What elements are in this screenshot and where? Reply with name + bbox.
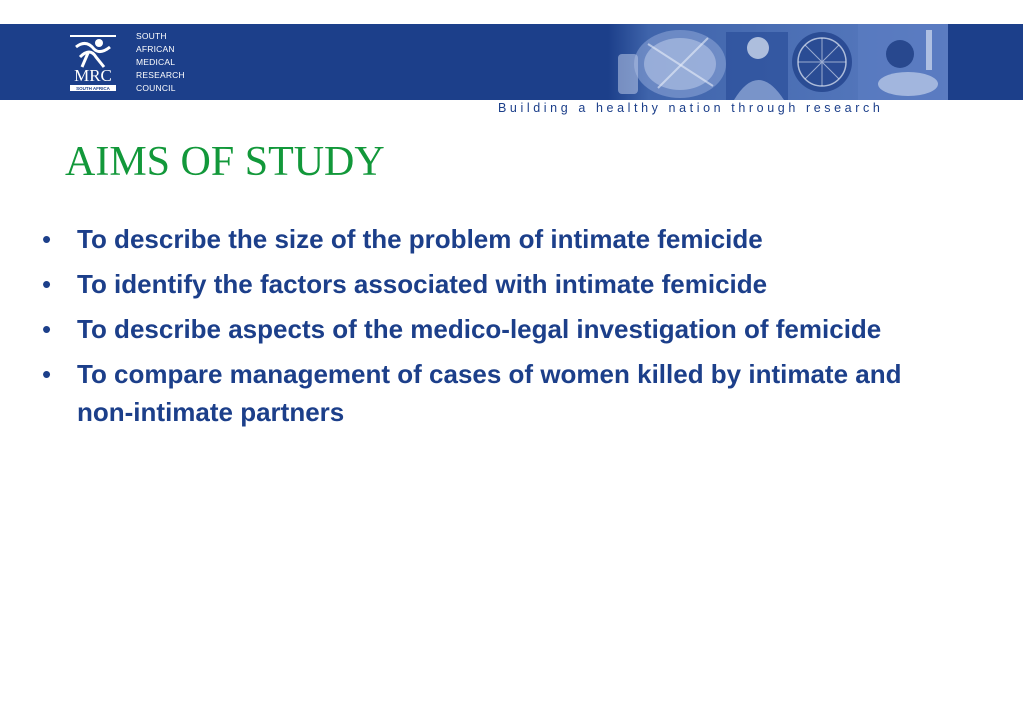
list-item — [42, 310, 962, 348]
bullet-icon: • — [42, 224, 52, 254]
bullet-text: To compare management of cases of women killed by intimate and non-intimate partners — [77, 359, 902, 427]
slide-title: AIMS OF STUDY — [65, 139, 385, 185]
org-name-line: AFRICAN — [136, 44, 175, 54]
bullet-icon: • — [42, 269, 52, 299]
list-item — [42, 265, 962, 303]
org-name-line: MEDICAL — [136, 57, 176, 67]
bullet-text: To identify the factors associated with intimate femicide — [77, 269, 768, 299]
org-name-line: RESEARCH — [136, 70, 185, 80]
org-name-line: COUNCIL — [136, 83, 176, 93]
bullet-text: To describe the size of the problem of intimate femicide — [77, 224, 763, 254]
tagline: Building a healthy nation through research — [498, 101, 884, 115]
list-item — [42, 220, 962, 258]
research-photo-collage — [608, 24, 948, 100]
logo-subtext: SOUTH AFRICA — [76, 86, 110, 91]
header-banner — [0, 24, 1023, 100]
organization-name — [136, 30, 185, 95]
bullet-list — [42, 220, 962, 438]
logo-text: MRC — [74, 66, 112, 85]
bullet-text: To describe aspects of the medico-legal investigation of femicide — [77, 314, 882, 344]
list-item — [42, 355, 962, 431]
org-name-line: SOUTH — [136, 31, 167, 41]
bullet-icon: • — [42, 314, 52, 344]
bullet-icon: • — [42, 359, 52, 389]
mrc-logo-icon — [66, 33, 120, 93]
